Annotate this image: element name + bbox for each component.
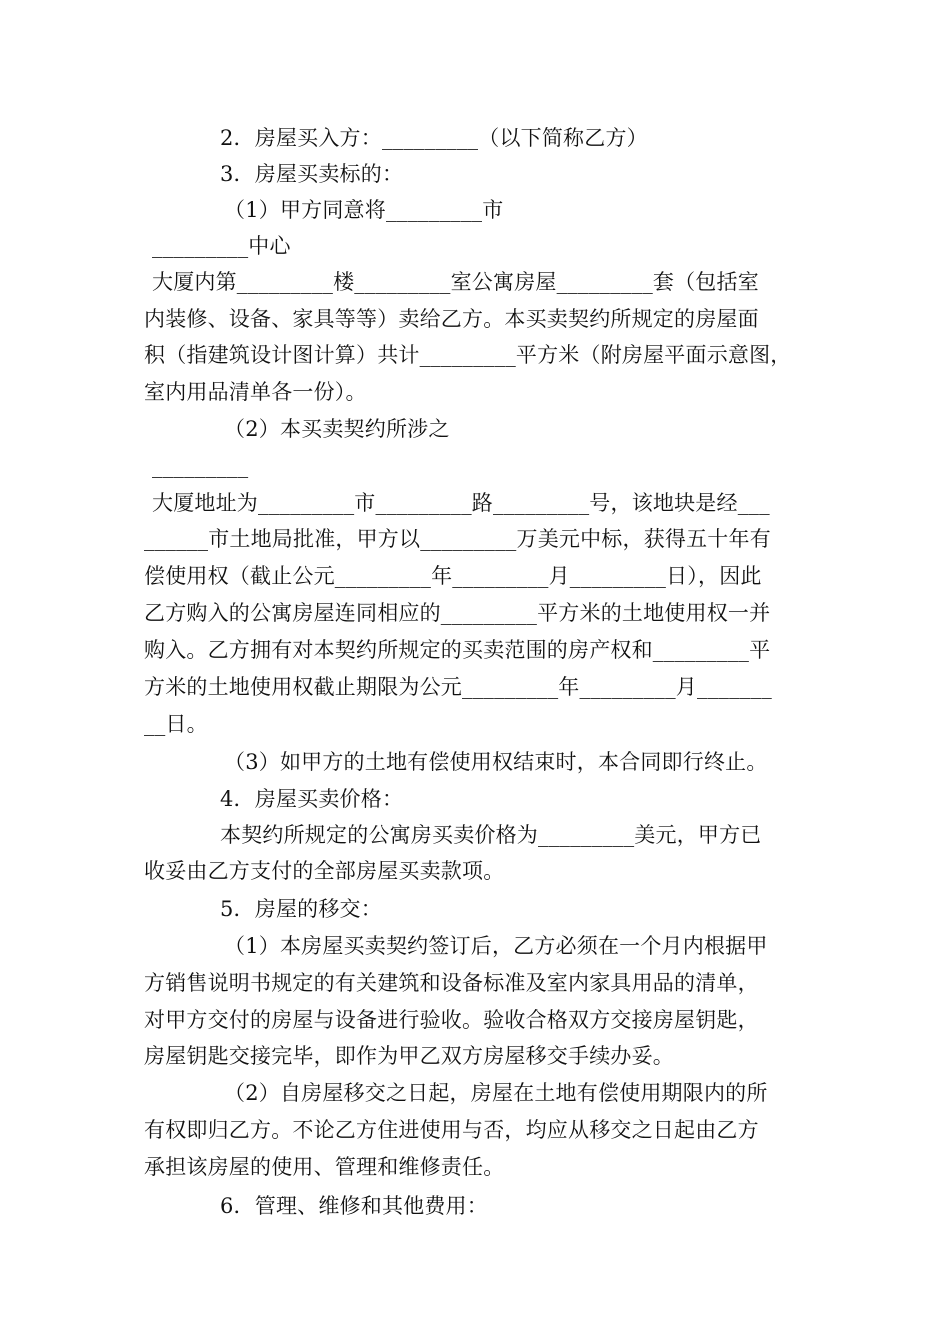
clause-3-2-blank: _________ (152, 454, 249, 478)
clause-5-1-start: （1）本房屋买卖契约签订后，乙方必须在一个月内根据甲 (224, 934, 768, 958)
clause-5-heading: 5．房屋的移交： (220, 897, 382, 921)
clause-3-2-start: （2）本买卖契约所涉之 (224, 417, 450, 441)
clause-4-text: 本契约所规定的公寓房买卖价格为_________美元，甲方已 (220, 823, 762, 847)
clause-5-2-text: 承担该房屋的使用、管理和维修责任。 (144, 1155, 505, 1179)
clause-3-2-text: 方米的土地使用权截止期限为公元_________年_________月_______ (144, 675, 772, 699)
clause-3-2-address: 大厦地址为_________市_________路_________号，该地块是经___ (152, 491, 770, 515)
clause-6-heading: 6．管理、维修和其他费用： (220, 1194, 488, 1218)
clause-3-2-text: 购入。乙方拥有对本契约所规定的买卖范围的房产权和_________平 (144, 638, 771, 662)
clause-5-2-start: （2）自房屋移交之日起，房屋在土地有偿使用期限内的所 (224, 1081, 768, 1105)
clause-3-1-text: 室内用品清单各一份）。 (144, 380, 367, 404)
clause-3-1-building: 大厦内第_________楼_________室公寓房屋_________套（包括室 (152, 270, 759, 294)
clause-3-heading: 3．房屋买卖标的： (220, 162, 404, 186)
clause-3-2-text: __日。 (144, 712, 208, 736)
clause-4-heading: 4．房屋买卖价格： (220, 787, 404, 811)
clause-3-2-text: 乙方购入的公寓房屋连同相应的_________平方米的土地使用权一并 (144, 601, 771, 625)
clause-4-text: 收妥由乙方支付的全部房屋买卖款项。 (144, 859, 505, 883)
clause-3-3: （3）如甲方的土地有偿使用权结束时，本合同即行终止。 (224, 750, 768, 774)
clause-5-1-text: 方销售说明书规定的有关建筑和设备标准及室内家具用品的清单， (144, 971, 759, 995)
clause-2-buyer: 2．房屋买入方：_________（以下简称乙方） (220, 126, 648, 150)
clause-5-1-text: 房屋钥匙交接完毕，即作为甲乙双方房屋移交手续办妥。 (144, 1044, 674, 1068)
clause-3-1-center: _________中心 (152, 234, 291, 258)
clause-3-2-text: ______市土地局批准，甲方以_________万美元中标，获得五十年有 (144, 527, 771, 551)
clause-3-1-text: 内装修、设备、家具等等）卖给乙方。本买卖契约所规定的房屋面 (144, 307, 759, 331)
clause-5-1-text: 对甲方交付的房屋与设备进行验收。验收合格双方交接房屋钥匙， (144, 1008, 759, 1032)
clause-3-1-text: 积（指建筑设计图计算）共计_________平方米（附房屋平面示意图， (144, 343, 792, 367)
clause-3-2-text: 偿使用权（截止公元_________年_________月_________日），因此 (144, 564, 762, 588)
clause-5-2-text: 有权即归乙方。不论乙方住进使用与否，均应从移交之日起由乙方 (144, 1118, 759, 1142)
clause-3-1-start: （1）甲方同意将_________市 (224, 198, 504, 222)
